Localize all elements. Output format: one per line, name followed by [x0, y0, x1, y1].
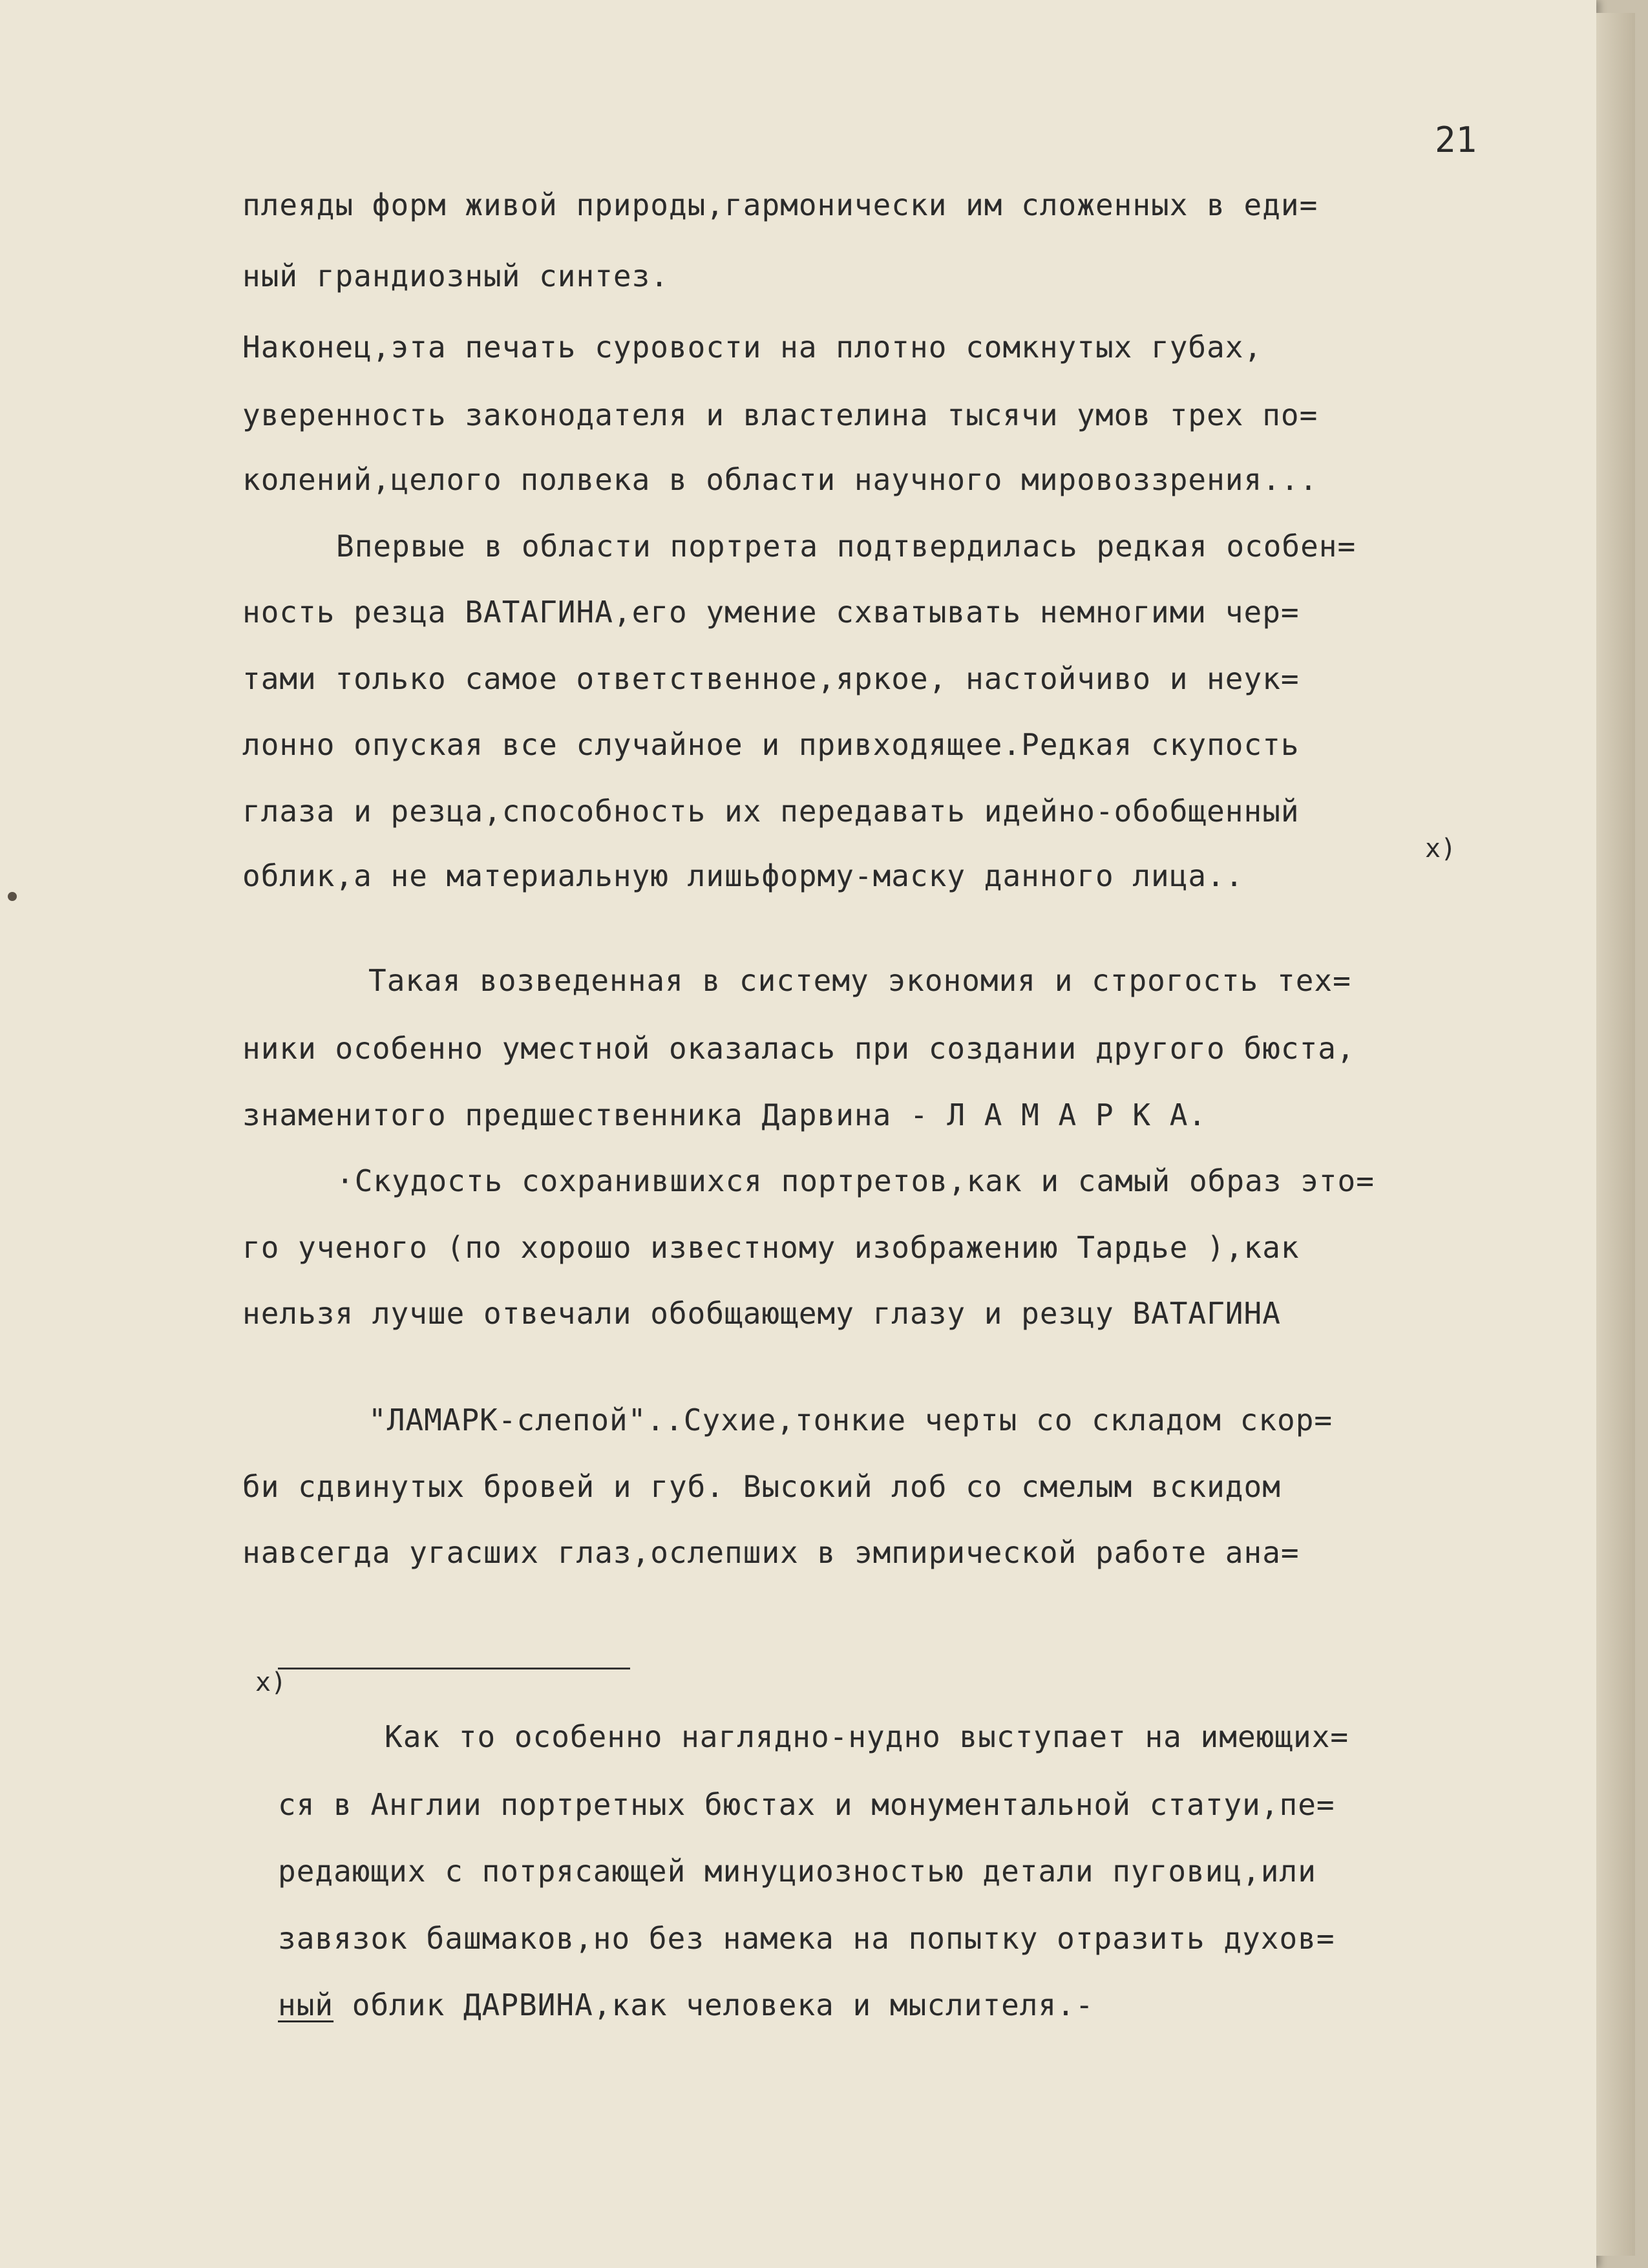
- text-line: облик,а не материальную лишьформу-маску данного лица..: [242, 858, 1244, 893]
- text-line: ность резца ВАТАГИНА,его умение схватывать немногими чер=: [242, 595, 1300, 630]
- page-number: 21: [1435, 120, 1477, 160]
- text-line: Впервые в области портрета подтвердилась редкая особен=: [336, 529, 1357, 564]
- text-line: уверенность законодателя и властелина тысячи умов трех по=: [242, 397, 1318, 432]
- footnote-line: редающих с потрясающей минуциозностью детали пуговиц,или: [278, 1854, 1316, 1889]
- footnote-line-rest: облик ДАРВИНА,как человека и мыслителя.-: [333, 1987, 1094, 2022]
- punch-hole: [8, 892, 17, 901]
- footnote-reference: x): [1425, 834, 1457, 864]
- text-line: ники особенно уместной оказалась при создании другого бюста,: [242, 1031, 1355, 1066]
- footnote-marker: x): [255, 1668, 287, 1697]
- text-line: колений,целого полвека в области научного мировоззрения...: [242, 462, 1318, 497]
- text-line: го ученого (по хорошо известному изображению Тардье ),как: [242, 1230, 1300, 1265]
- footnote-line: [278, 1987, 1094, 2022]
- text-line: Наконец,эта печать суровости на плотно сомкнутых губах,: [242, 330, 1263, 365]
- text-line: би сдвинутых бровей и губ. Высокий лоб со смелым вскидом: [242, 1469, 1281, 1504]
- text-line: лонно опуская все случайное и привходящее.Редкая скупость: [242, 727, 1300, 762]
- text-line: тами только самое ответственное,яркое, настойчиво и неук=: [242, 661, 1300, 696]
- text-line: ·Скудость сохранившихся портретов,как и самый образ это=: [336, 1163, 1375, 1198]
- text-line: ный грандиозный синтез.: [242, 259, 669, 293]
- footnote-line: Как то особенно наглядно-нудно выступает на имеющих=: [385, 1719, 1349, 1754]
- text-line: глаза и резца,способность их передавать идейно-обобщенный: [242, 794, 1300, 829]
- text-line: плеяды форм живой природы,гармонически им сложенных в еди=: [242, 187, 1318, 222]
- text-line: нельзя лучше отвечали обобщающему глазу и резцу ВАТАГИНА: [242, 1296, 1281, 1331]
- text-line: навсегда угасших глаз,ослепших в эмпирической работе ана=: [242, 1535, 1300, 1570]
- underlined-word: ный: [278, 1987, 334, 2022]
- footnote-line: ся в Англии портретных бюстах и монументальной статуи,пе=: [278, 1787, 1335, 1822]
- text-line: "ЛАМАРК-слепой"..Сухие,тонкие черты со складом скор=: [368, 1403, 1333, 1437]
- footnote-line: завязок башмаков,но без намека на попытку отразить духов=: [278, 1921, 1335, 1956]
- text-line: Такая возведенная в систему экономия и строгость тех=: [368, 963, 1351, 998]
- text-line: знаменитого предшественника Дарвина - Л А М А Р К А.: [242, 1097, 1207, 1132]
- page-edge: [1596, 13, 1635, 2256]
- footnote-separator: [278, 1668, 630, 1669]
